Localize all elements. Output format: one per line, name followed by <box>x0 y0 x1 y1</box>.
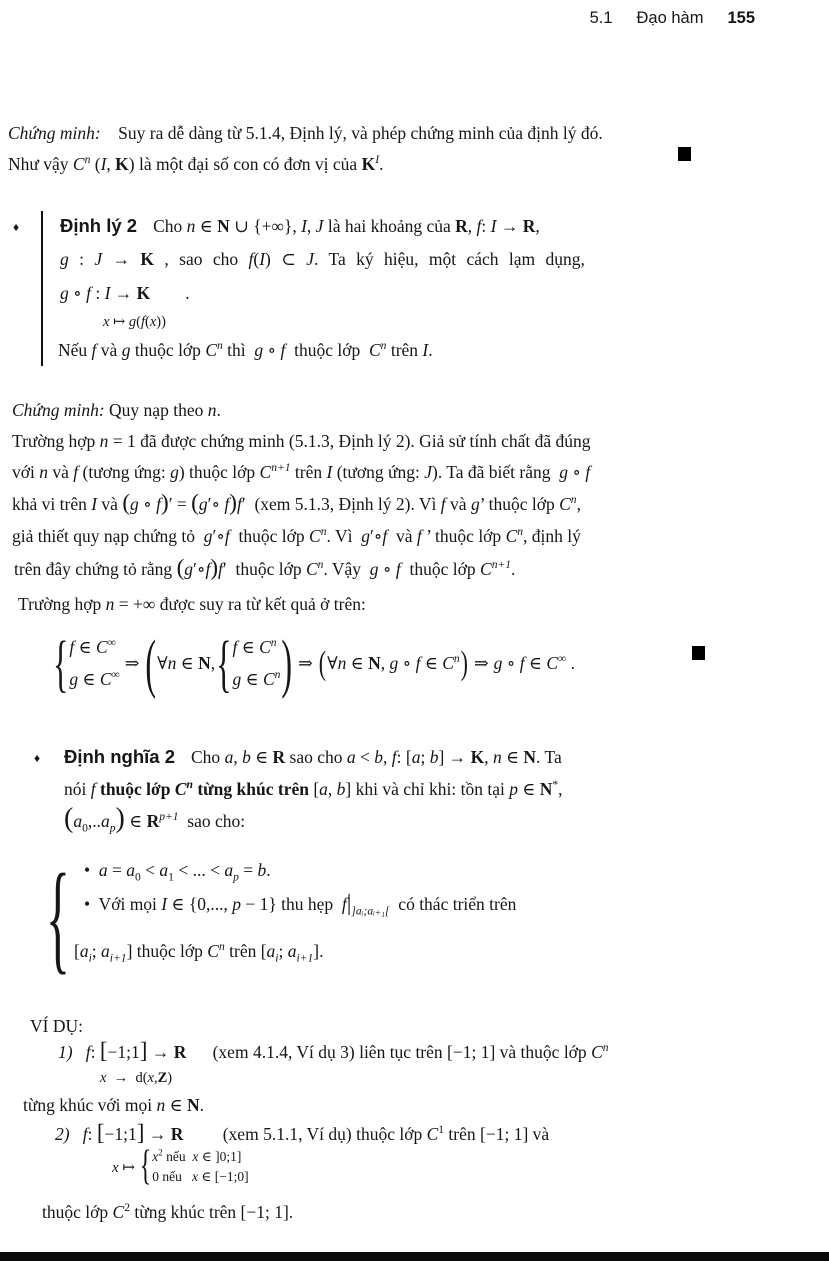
theorem-rule <box>41 211 43 366</box>
definition2-line-1 <box>64 744 562 770</box>
formula-tail: g ∘ f ∈ C∞ . <box>493 652 576 673</box>
theorem2-line-1-text: Cho n ∈ N ∪ {+∞}, I, J là hai khoảng của R, f: I → R, <box>153 216 540 236</box>
example-2-line-1: 2) f: [−1;1] → R (xem 5.1.1, Ví dụ) thuộc lớp $C^1$ trên [−1; 1] và <box>55 1119 550 1145</box>
example-2-piecewise <box>112 1142 249 1192</box>
example-1-map-line: x → d(x,Z) <box>100 1070 173 1086</box>
theorem2-line-1 <box>60 213 540 239</box>
theorem2-line-2: g : J → K , sao cho f(I) ⊂ J. Ta ký hiệu, một cách lạm dụng, <box>60 249 585 269</box>
proof-line-7: Trường hợp n = +∞ được suy ra từ kết quả ở trên: <box>18 594 366 614</box>
piecewise-row2: 0 nếu x ∈ [−1;0] <box>152 1169 249 1184</box>
qed-square <box>678 147 691 161</box>
left-brace: { <box>53 626 69 698</box>
forall-head: ∀n ∈ N, <box>157 652 216 673</box>
implies-arrow: ⇒ <box>473 652 489 673</box>
cases-brace: { <box>46 847 70 985</box>
section-title: Đạo hàm <box>636 9 704 27</box>
cases-item-2b: [$a_i$; $a_{i+1}$] thuộc lớp $C^n$ trên [$a_i$; $a_{i+1}$]. <box>74 941 324 965</box>
stack2-row2: g ∈ $C^n$ <box>232 668 281 689</box>
examples-title: VÍ DỤ: <box>30 1016 83 1036</box>
theorem2-heading: Định lý 2 <box>60 215 138 236</box>
stack2-row1: f ∈ $C^n$ <box>232 636 277 657</box>
cases-item-2a: • Với mọi I ∈ {0,..., p − 1} thu hẹp $f|_{]aᵢ;aᵢ_{+1}[}$ có thác triển trên <box>84 889 517 918</box>
formula-stack-1 <box>69 637 119 690</box>
section-number: 5.1 <box>589 9 613 27</box>
example-1-line-1: 1) f: [−1;1] → R (xem 4.1.4, Ví dụ 3) liên tục trên [−1; 1] và thuộc lớp $C^n$ <box>58 1037 609 1063</box>
right-paren: ) <box>460 642 468 682</box>
page-bottom-bar <box>0 1252 829 1261</box>
proof-line-3: với n và f (tương ứng: g) thuộc lớp $C^{n+1}$ trên I (tương ứng: J). Ta đã biết rằng g ∘ f <box>12 462 591 482</box>
left-paren: ( <box>318 642 327 682</box>
proof-line-2: Trường hợp n = 1 đã được chứng minh (5.1.3, Định lý 2). Giả sử tính chất đã đúng <box>12 431 591 451</box>
definition2-line-3: $(a_0,..a_p)$ ∈ $R^{p+1}$ sao cho: <box>64 803 246 835</box>
piecewise-intro: x ↦ <box>112 1159 139 1176</box>
implies-arrow: ⇒ <box>124 652 140 673</box>
left-brace: { <box>216 626 232 698</box>
example-1-cont-line: từng khúc với mọi n ∈ N. <box>23 1095 204 1115</box>
definition2-line-2: nói f thuộc lớp $C^n$ từng khúc trên [a, b] khi và chỉ khi: tồn tại p ∈ N*, <box>64 779 563 799</box>
proof-line-1: Chứng minh: Quy nạp theo n. <box>12 400 221 420</box>
diamond-bullet-icon: ♦ <box>13 220 20 234</box>
definition2-heading: Định nghĩa 2 <box>64 746 175 767</box>
theorem2-map-line: x ↦ g(f(x)) <box>103 314 166 330</box>
implies-arrow: ⇒ <box>298 652 313 673</box>
page-number: 155 <box>727 9 755 27</box>
stack1-row2: g ∈ C∞ <box>69 668 120 689</box>
piecewise-row1: $x^2$ nếu x ∈ ]0;1] <box>152 1147 242 1164</box>
intro-proof-line-2: Như vậy $C^n$ (I, K) là một đại số con có đơn vị của $K^I$. <box>8 154 384 174</box>
left-brace: { <box>139 1143 152 1189</box>
qed-square <box>692 646 705 660</box>
formula-group-3: ∀n ∈ N, g ∘ f ∈ $C^n$ <box>327 652 460 673</box>
cases-item-1: • $a = a_0 < a_1$ < ... < $a_p = b$. <box>84 860 271 884</box>
theorem2-line-5: Nếu f và g thuộc lớp $C^n$ thì g ∘ f thuộc lớp $C^n$ trên I. <box>58 340 433 360</box>
example-2-cont-line: thuộc lớp $C^2$ từng khúc trên [−1; 1]. <box>42 1202 294 1222</box>
theorem2-line-3: g ∘ f : I → K . <box>60 283 190 303</box>
piecewise-stack <box>152 1149 248 1185</box>
display-formula <box>52 622 575 704</box>
proof-line-4: khả vi trên I và (g ∘ f)′ = (g′∘ f)f′ (xem 5.1.3, Định lý 2). Vì f và g’ thuộc lớp $C^n$, <box>12 489 581 515</box>
left-paren: ( <box>145 625 157 699</box>
formula-stack-2 <box>232 637 280 690</box>
page-header <box>590 9 755 28</box>
proof-line-6: trên đây chứng tỏ rằng (g′∘f)f′ thuộc lớp $C^n$. Vậy g ∘ f thuộc lớp $C^{n+1}$. <box>14 554 516 580</box>
diamond-bullet-icon: ♦ <box>34 751 41 765</box>
right-paren: ) <box>281 625 293 699</box>
intro-proof-line-1: Chứng minh: Suy ra dễ dàng từ 5.1.4, Định lý, và phép chứng minh của định lý đó. <box>8 123 603 143</box>
proof-line-5: giả thiết quy nạp chứng tỏ g′∘f thuộc lớp $C^n$. Vì g′∘f và f ’ thuộc lớp $C^n$, định lý <box>12 526 581 546</box>
stack1-row1: f ∈ C∞ <box>69 636 116 657</box>
definition2-line-1-text: Cho a, b ∈ R sao cho a < b, f: [a; b] → K, n ∈ N. Ta <box>191 747 562 767</box>
